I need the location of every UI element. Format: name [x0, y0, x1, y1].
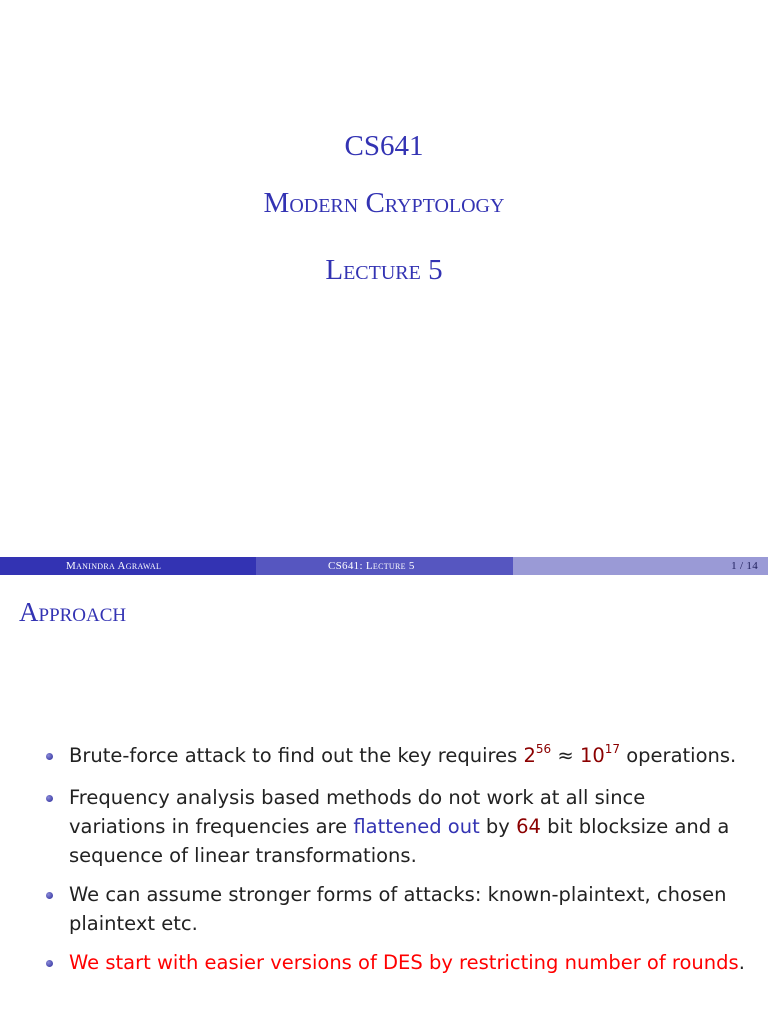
item-text: Frequency analysis based methods do not work at all since variations in frequencies are	[69, 786, 646, 838]
math-exponent: 56	[535, 742, 552, 756]
item-text: .	[738, 951, 745, 974]
item-text: bit blocksize and a sequence of linear transformations.	[69, 815, 730, 867]
lecture-number: Lecture 5	[325, 254, 443, 286]
list-item	[46, 741, 746, 773]
footer-page-number: 1 / 14	[513, 557, 768, 575]
list-item	[46, 880, 746, 938]
bullet-icon	[46, 795, 53, 802]
approx-symbol: ≈	[551, 744, 580, 767]
math-base: 2	[523, 744, 536, 767]
highlight-text: flattened out	[353, 815, 480, 838]
approach-slide	[0, 575, 768, 1024]
highlight-number: 64	[516, 815, 541, 838]
item-text: operations.	[620, 744, 737, 767]
math-base: 10	[579, 744, 605, 767]
course-code: CS641	[344, 130, 424, 162]
footer-bar	[0, 557, 768, 575]
alert-text: We start with easier versions of DES by restricting number of rounds	[69, 951, 739, 974]
bullet-icon	[46, 892, 53, 899]
list-item	[46, 783, 746, 870]
item-text: We can assume stronger forms of attacks: known-plaintext, chosen plaintext etc.	[69, 883, 727, 935]
item-text: by	[479, 815, 517, 838]
footer-course: CS641: Lecture 5	[256, 557, 513, 575]
bullet-icon	[46, 753, 53, 760]
list-item	[46, 948, 746, 977]
frame-title: Approach	[19, 597, 127, 627]
course-title: Modern Cryptology	[263, 187, 505, 219]
bullet-icon	[46, 960, 53, 967]
math-exponent: 17	[604, 742, 621, 756]
footer-author: Manindra Agrawal	[0, 557, 256, 575]
item-text: Brute-force attack to find out the key requires	[69, 744, 524, 767]
bullet-list	[46, 741, 746, 987]
